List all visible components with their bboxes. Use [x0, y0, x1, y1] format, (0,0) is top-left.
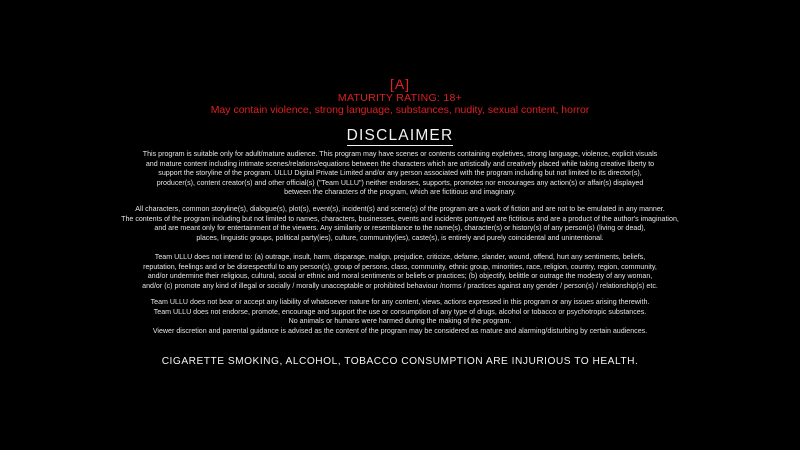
text-line: Viewer discretion and parental guidance is advised as the content of the program may be considered as mature and alarming/disturbing by certain audiences. [152, 326, 648, 335]
text-line: This program is suitable only for adult/mature audience. This program may have scenes or contents containing expletives, strong language, violence, explicit visuals [142, 150, 658, 158]
text-line: and are meant only for entertainment of the viewers. Any similarity or resemblance to the name(s), character(s) or history(s) of any person(s) (living or dead), [154, 224, 646, 233]
rating-label: MATURITY RATING: 18+ [337, 92, 463, 104]
text-line: The contents of the program including but not limited to names, characters, businesses, events and incidents portrayed are fictitious and are a product of the author's imagination, [121, 214, 679, 223]
disclaimer-title-text: DISCLAIMER [346, 127, 454, 144]
text-line: places, linguistic groups, political party(ies), culture, community(ies), caste(s), is entirely and purely coincidental and unintentional. [196, 233, 604, 242]
text-line: Team ULLU does not bear or accept any liability of whatsoever nature for any content, views, actions expressed in this program or any issues arising therewith. [150, 298, 650, 306]
disclaimer-paragraph-1 [40, 150, 760, 198]
rating-code: [A] [389, 76, 411, 92]
text-line: No animals or humans were harmed during the making of the program. [288, 317, 512, 326]
disclaimer-title [0, 127, 800, 145]
health-warning: CIGARETTE SMOKING, ALCOHOL, TOBACCO CONSUMPTION ARE INJURIOUS TO HEALTH. [161, 356, 639, 367]
text-line: Team ULLU does not intend to: (a) outrage, insult, harm, disparage, malign, prejudice, criticize, defame, slander, wound, offend, hurt any sentiments, beliefs, [154, 253, 646, 261]
text-line: All characters, common storyline(s), dialogue(s), plot(s), event(s), incident(s) and scene(s) of the program are a work of fiction and are not to be emulated in any manner. [135, 205, 665, 213]
disclaimer-paragraph-2 [40, 205, 760, 243]
text-line: Team ULLU does not endorse, promote, encourage and support the use or consumption of any type of drugs, alcohol or tobacco or psychotropic substances. [153, 307, 647, 316]
text-line: and/or (c) promote any kind of illegal or socially / morally unacceptable or prohibited behaviour /norms / practices against any gender / person(s) / relationship(s) etc. [142, 281, 658, 290]
maturity-rating-block [0, 77, 800, 117]
disclaimer-paragraph-4 [40, 298, 760, 336]
text-line: support the storyline of the program. ULLU Digital Private Limited and/or any person associated with the program including but not limited to its director(s), [158, 169, 642, 178]
text-line: between the characters of the program, which are fictitious and imaginary. [284, 188, 516, 197]
text-line: producer(s), content creator(s) and other official(s) ("Team ULLU") neither endorses, supports, promotes nor encourages any action(s) or affair(s) displayed [156, 178, 644, 187]
text-line: and mature content including intimate scenes/relations/equations between the characters which are artistically and creatively placed while taking creative liberty to [145, 159, 655, 168]
text-line: and/or undermine their religious, cultural, social or ethnic and moral sentiments or beliefs or practices; (b) objectify, belittle or outrage the modesty of any woman, [147, 272, 653, 281]
text-line: reputation, feelings and or be disrespectful to any person(s), group of persons, class, community, ethnic group, minorities, race, religion, country, region, community, [143, 262, 657, 271]
disclaimer-paragraph-3 [40, 253, 760, 291]
content-warning: May contain violence, strong language, substances, nudity, sexual content, horror [210, 104, 590, 116]
